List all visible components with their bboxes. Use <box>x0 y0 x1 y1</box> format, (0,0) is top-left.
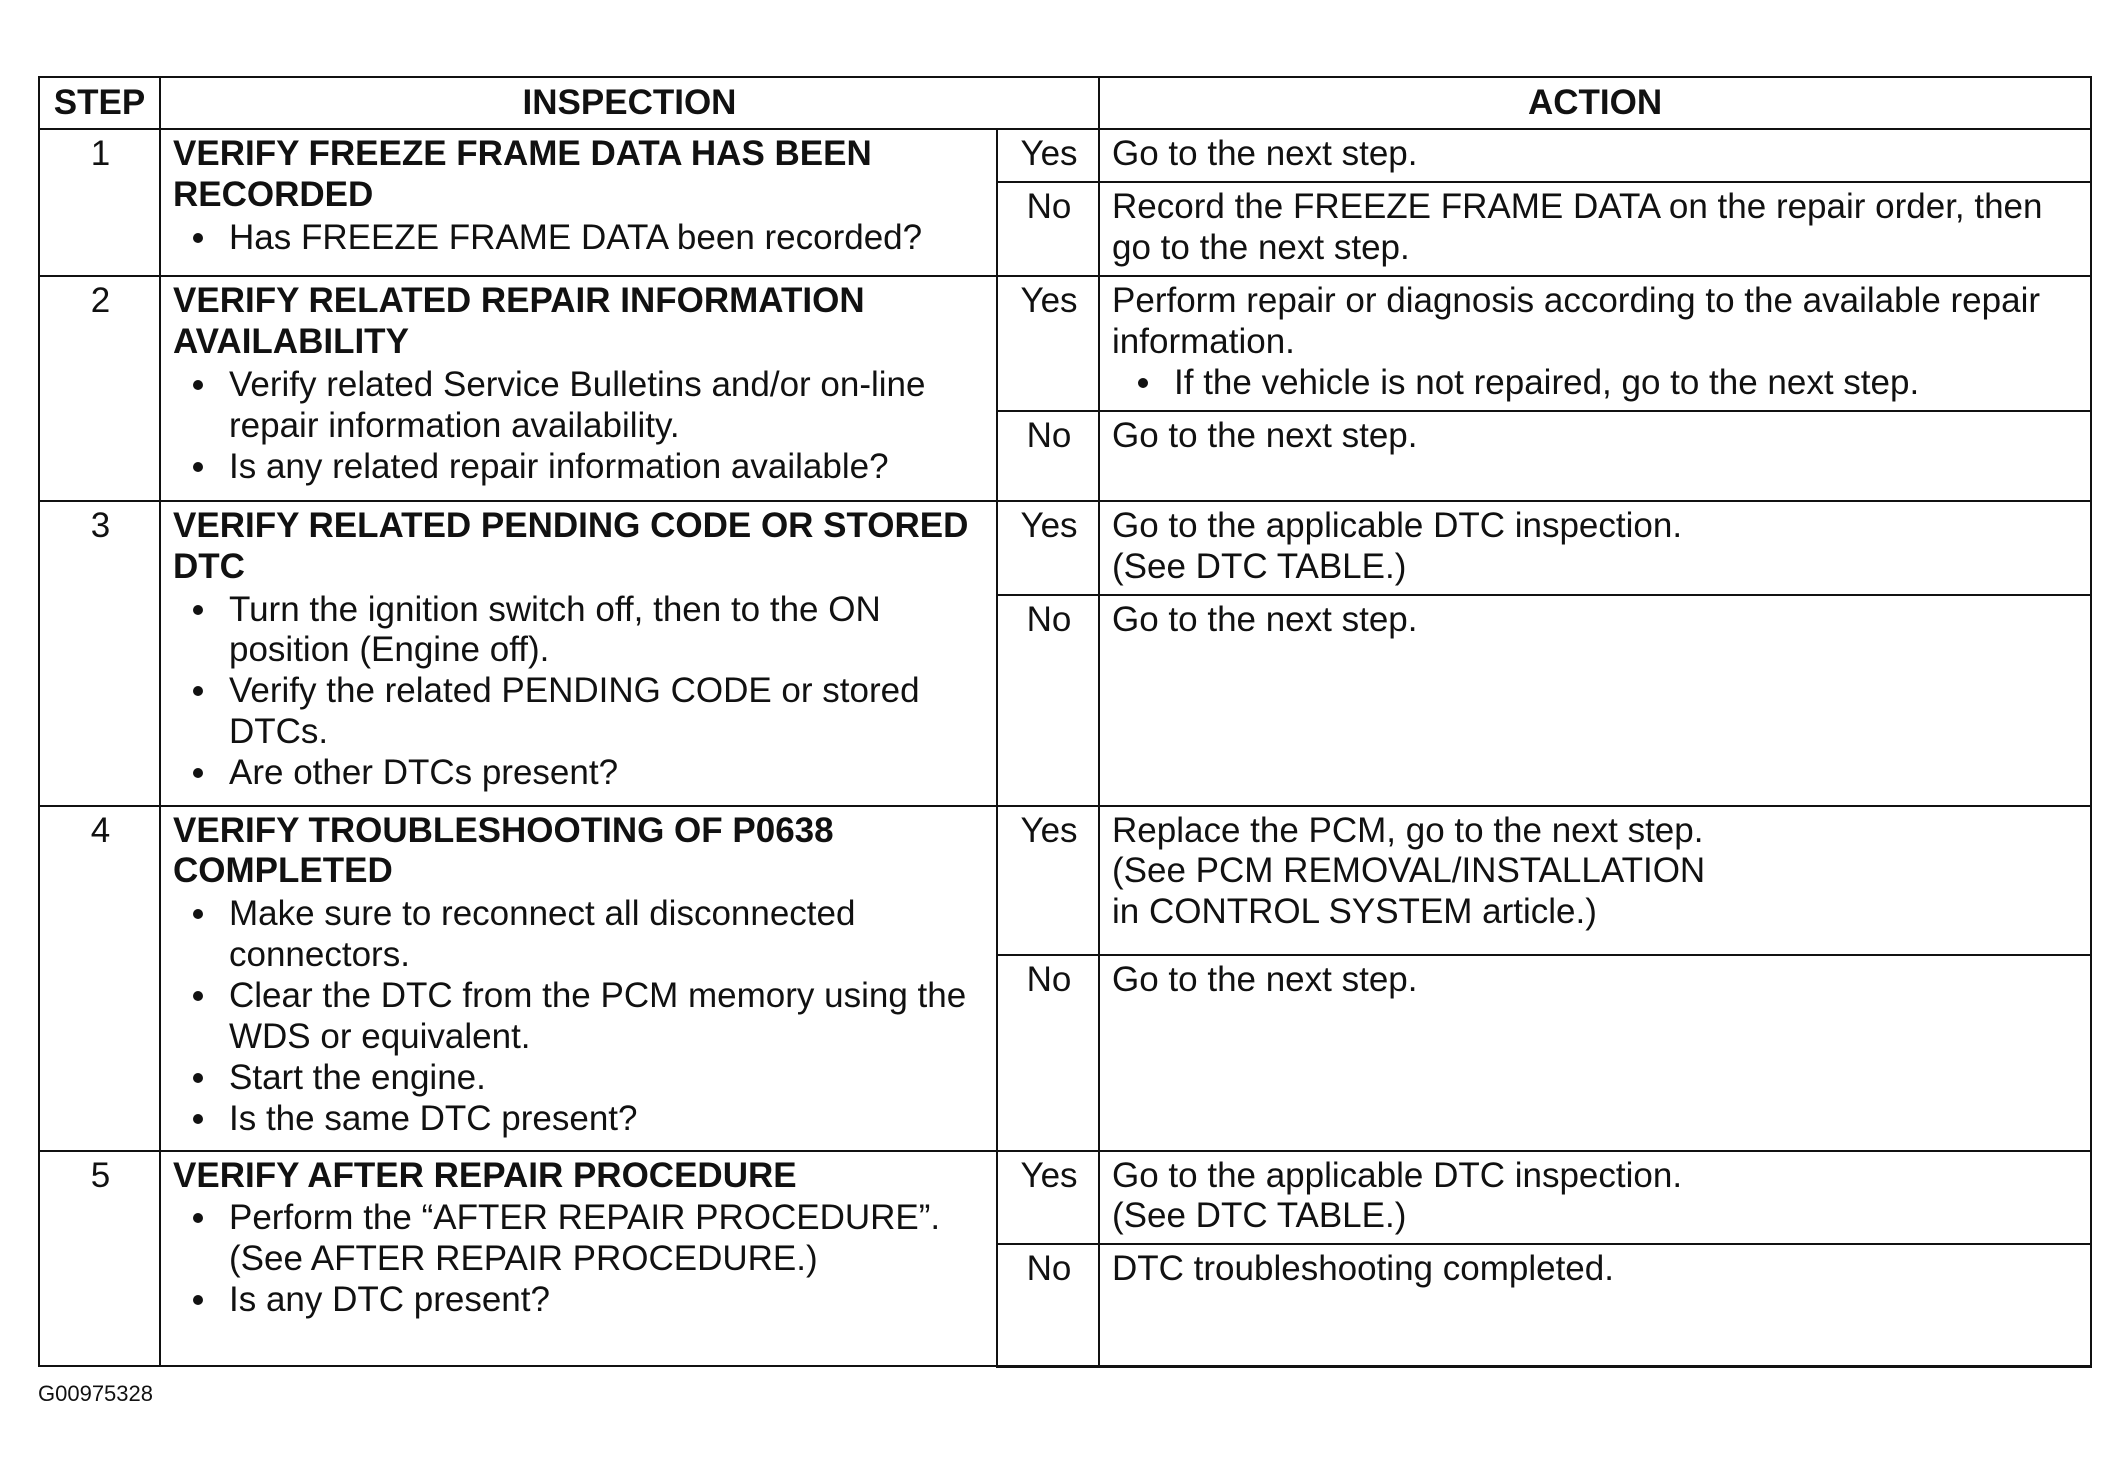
inspection-bullets <box>173 218 986 259</box>
inspection-bullet: Is any DTC present? <box>229 1280 986 1321</box>
inspection-bullet: Turn the ignition switch off, then to the ON position (Engine off). <box>229 590 986 672</box>
inspection-cell <box>160 806 997 1151</box>
figure-id: G00975328 <box>38 1381 153 1406</box>
yes-label: Yes <box>997 276 1099 411</box>
step-number: 5 <box>39 1151 160 1367</box>
inspection-cell <box>160 1151 997 1367</box>
yes-action: Go to the applicable DTC inspection. <box>1112 505 1683 545</box>
inspection-bullet: Is any related repair information available? <box>229 447 986 488</box>
inspection-bullet: Is the same DTC present? <box>229 1099 986 1140</box>
inspection-cell <box>160 276 997 501</box>
inspection-bullet: Perform the “AFTER REPAIR PROCEDURE”. (See AFTER REPAIR PROCEDURE.) <box>229 1198 986 1280</box>
inspection-bullets <box>173 894 986 1140</box>
yes-action-reference: (See PCM REMOVAL/INSTALLATION <box>1112 851 1706 891</box>
step-number: 2 <box>39 276 160 501</box>
inspection-title: VERIFY FREEZE FRAME DATA HAS BEEN RECORDED <box>173 134 872 214</box>
inspection-cell <box>160 129 997 276</box>
header-action: ACTION <box>1099 77 2091 129</box>
yes-action-reference: (See DTC TABLE.) <box>1112 1196 1407 1236</box>
step-number: 3 <box>39 501 160 806</box>
yes-action-reference-cont: in CONTROL SYSTEM article.) <box>1112 892 1597 932</box>
no-action: Go to the next step. <box>1099 955 2091 1151</box>
yes-action-cell <box>1099 276 2091 411</box>
step-number: 4 <box>39 806 160 1151</box>
table-row <box>39 806 2091 955</box>
inspection-bullet: Are other DTCs present? <box>229 753 986 794</box>
header-step: STEP <box>39 77 160 129</box>
no-label: No <box>997 955 1099 1151</box>
no-label: No <box>997 1244 1099 1366</box>
table-row <box>39 129 2091 182</box>
yes-action: Go to the applicable DTC inspection. <box>1112 1155 1683 1195</box>
no-label: No <box>997 595 1099 806</box>
table-row <box>39 501 2091 595</box>
no-action: Go to the next step. <box>1099 411 2091 501</box>
no-action: Go to the next step. <box>1099 595 2091 806</box>
no-action: DTC troubleshooting completed. <box>1099 1244 2091 1366</box>
inspection-bullet: Clear the DTC from the PCM memory using the WDS or equivalent. <box>229 976 986 1058</box>
no-label: No <box>997 182 1099 276</box>
inspection-bullets <box>173 1198 986 1321</box>
inspection-title: VERIFY RELATED PENDING CODE OR STORED DTC <box>173 505 969 586</box>
step-number: 1 <box>39 129 160 276</box>
inspection-title: VERIFY RELATED REPAIR INFORMATION AVAILABILITY <box>173 280 865 361</box>
diagnostic-table <box>38 76 2092 1368</box>
yes-label: Yes <box>997 129 1099 182</box>
no-action: Record the FREEZE FRAME DATA on the repair order, then go to the next step. <box>1099 182 2091 276</box>
action-bullet: If the vehicle is not repaired, go to the next step. <box>1174 363 2080 404</box>
yes-action: Go to the next step. <box>1099 129 2091 182</box>
yes-action-reference: (See DTC TABLE.) <box>1112 546 1407 586</box>
table-row <box>39 1151 2091 1245</box>
inspection-bullet: Verify the related PENDING CODE or stored DTCs. <box>229 671 986 753</box>
yes-label: Yes <box>997 501 1099 595</box>
no-label: No <box>997 411 1099 501</box>
table-header-row <box>39 77 2091 129</box>
inspection-bullet: Start the engine. <box>229 1058 986 1099</box>
yes-action: Replace the PCM, go to the next step. <box>1112 810 1704 850</box>
inspection-bullets <box>173 365 986 488</box>
yes-action-cell <box>1099 501 2091 595</box>
yes-action-cell <box>1099 1151 2091 1245</box>
inspection-bullets <box>173 590 986 795</box>
inspection-bullet: Make sure to reconnect all disconnected connectors. <box>229 894 986 976</box>
action-bullets <box>1112 363 2080 404</box>
table-row <box>39 276 2091 411</box>
header-inspection: INSPECTION <box>160 77 1099 129</box>
yes-action-cell <box>1099 806 2091 955</box>
inspection-title: VERIFY TROUBLESHOOTING OF P0638 COMPLETED <box>173 810 834 891</box>
yes-action: Perform repair or diagnosis according to the available repair information. <box>1112 280 2040 361</box>
yes-label: Yes <box>997 806 1099 955</box>
yes-label: Yes <box>997 1151 1099 1245</box>
inspection-cell <box>160 501 997 806</box>
inspection-bullet: Has FREEZE FRAME DATA been recorded? <box>229 218 986 259</box>
inspection-bullet: Verify related Service Bulletins and/or on-line repair information availability. <box>229 365 986 447</box>
inspection-title: VERIFY AFTER REPAIR PROCEDURE <box>173 1155 797 1195</box>
